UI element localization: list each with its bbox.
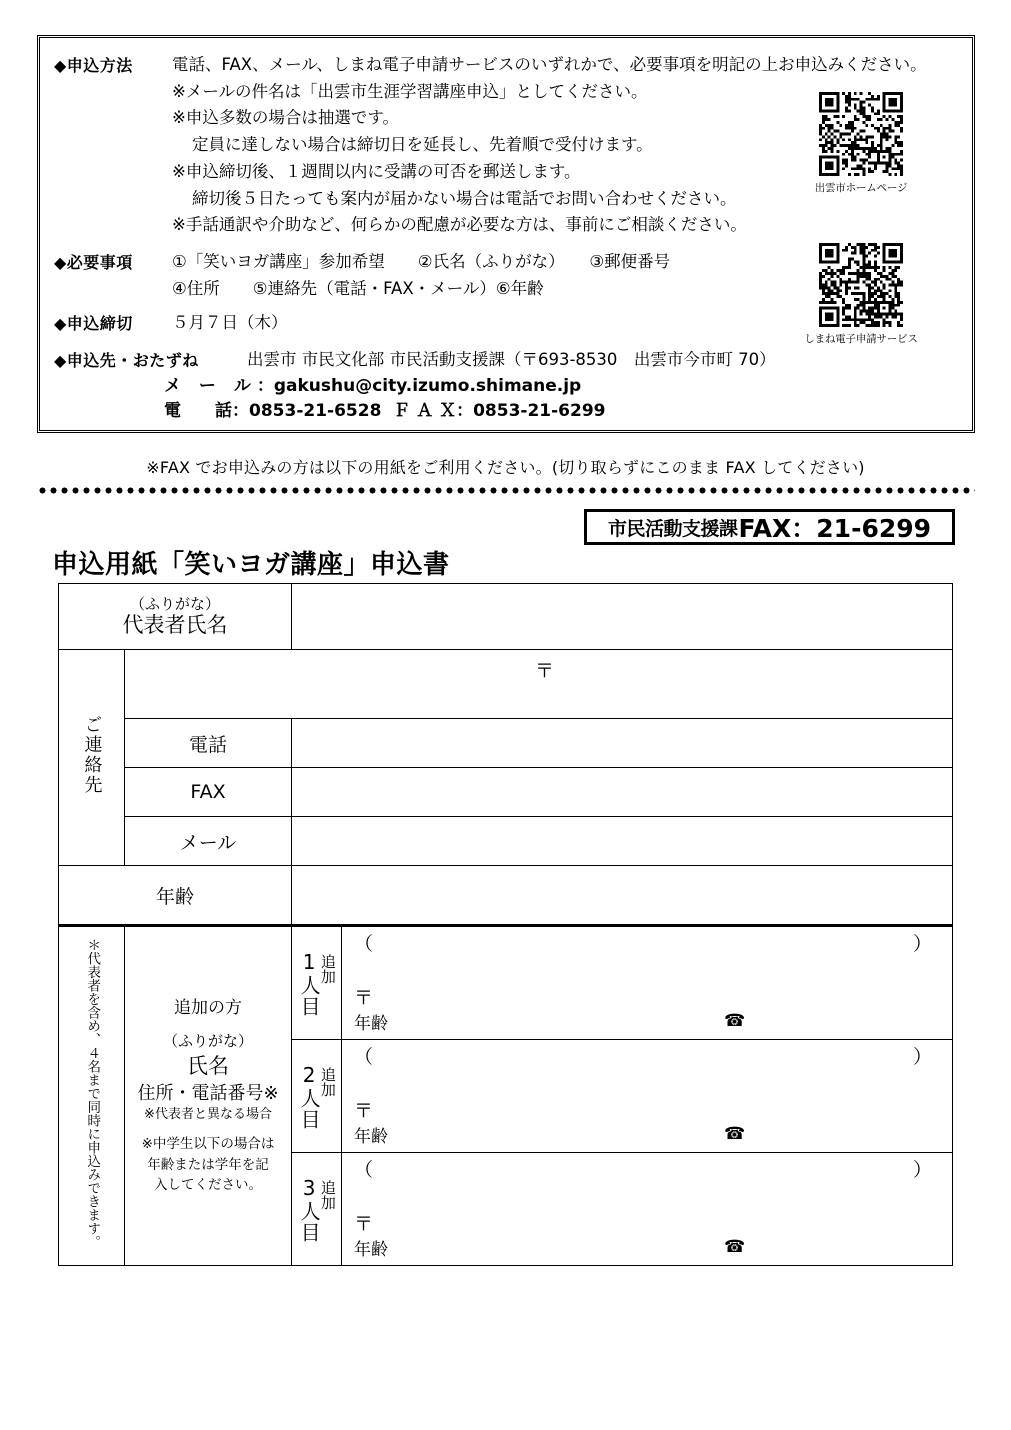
- additional-3-paren-right: ）: [913, 1159, 933, 1181]
- required-line-1: ①「笑いヨガ講座」参加希望 ②氏名（ふりがな） ③郵便番号: [172, 252, 671, 272]
- rep-name-furigana: （ふりがな）: [130, 594, 221, 613]
- fax-badge-dept: 市民活動支援課: [607, 517, 738, 540]
- additional-header-name: 氏名: [187, 1053, 229, 1078]
- additional-header-furigana: （ふりがな）: [163, 1031, 254, 1050]
- additional-header-cell: [125, 926, 292, 1266]
- zip-input-cell[interactable]: [125, 650, 953, 719]
- contact-tel-value: 0853-21-6528: [249, 400, 382, 421]
- additional-3-age-label: 年齢: [354, 1240, 389, 1260]
- deadline-value: ５月７日（木）: [172, 313, 288, 333]
- additional-3-entry-cell[interactable]: [342, 1153, 953, 1266]
- required-label: ◆必要事項: [54, 253, 133, 273]
- table-row-mail: [59, 817, 953, 866]
- contact-mail-value: gakushu@city.izumo.shimane.jp: [273, 375, 582, 396]
- additional-3-zip-symbol: 〒: [354, 1213, 374, 1235]
- qr-city-caption: 出雲市ホームページ: [814, 182, 908, 194]
- contact-mail-line: メ ー ル：gakushu@city.izumo.shimane.jp: [164, 375, 582, 396]
- contact-group-label-cell: [59, 650, 125, 866]
- method-line-3: ※申込多数の場合は抽選です。: [172, 108, 400, 128]
- deadline-label: ◆申込締切: [54, 314, 133, 334]
- method-line-2: ※メールの件名は「出雲市生涯学習講座申込」としてください。: [172, 81, 648, 101]
- zip-symbol: 〒: [535, 660, 555, 682]
- fax-label-cell: FAX: [125, 768, 292, 817]
- additional-2-index-cell: [292, 1040, 342, 1153]
- additional-1-age-label: 年齢: [354, 1014, 389, 1034]
- tel-input-cell[interactable]: [292, 719, 953, 768]
- cut-line-divider: [37, 487, 975, 494]
- additional-header-line1: 追加の方: [174, 997, 242, 1018]
- additional-1-paren-right: ）: [913, 933, 933, 955]
- table-row-rep-name: [59, 584, 953, 650]
- form-title: 申込用紙「笑いヨガ講座」申込書: [52, 550, 450, 580]
- additional-header-note2: ※中学生以下の場合は: [141, 1136, 275, 1153]
- additional-2-age-label: 年齢: [354, 1127, 389, 1147]
- additional-1-index: 1人目: [297, 949, 322, 1017]
- required-line-2: ④住所 ⑤連絡先（電話・FAX・メール）⑥年齢: [172, 278, 544, 298]
- additional-header-note3: 年齢または学年を記: [147, 1156, 269, 1173]
- additional-3-paren-left: （: [354, 1159, 374, 1181]
- rep-name-input-cell[interactable]: [292, 584, 953, 650]
- additional-3-prefix: 追加: [318, 1179, 337, 1210]
- table-row-fax: [59, 768, 953, 817]
- additional-header-note1: ※代表者と異なる場合: [144, 1107, 272, 1123]
- required-body: [172, 249, 670, 302]
- rep-name-label: 代表者氏名: [122, 613, 228, 638]
- additional-header-addr-tel: 住所・電話番号※: [137, 1083, 279, 1105]
- fax-badge-number: FAX：21-6299: [738, 514, 932, 543]
- additional-1-zip-symbol: 〒: [354, 987, 374, 1009]
- contact-fax-value: 0853-21-6299: [473, 400, 606, 421]
- additional-2-paren-left: （: [354, 1046, 374, 1068]
- additional-2-paren-right: ）: [913, 1046, 933, 1068]
- additional-side-note: ＊代表者を含め、４名まで同時に申込みできます。: [84, 938, 101, 1249]
- age-label-cell: 年齢: [59, 866, 292, 926]
- additional-1-entry-cell[interactable]: [342, 926, 953, 1040]
- method-line-4: 定員に達しない場合は締切日を延長し、先着順で受付けます。: [192, 135, 653, 155]
- table-row-tel: [59, 719, 953, 768]
- age-input-cell[interactable]: [292, 866, 953, 926]
- contact-group-label: ご連絡先: [81, 715, 103, 795]
- qr-code-city-website[interactable]: [786, 92, 936, 195]
- fax-instruction-note: ※FAX でお申込みの方は以下の用紙をご利用ください。(切り取らずにこのまま FAX してください): [146, 458, 865, 477]
- table-row-additional-1: [59, 926, 953, 1040]
- method-label: ◆申込方法: [54, 56, 133, 75]
- contact-label: ◆申込先・おたずね: [54, 351, 199, 371]
- rep-name-label-cell: [59, 584, 292, 650]
- additional-1-prefix: 追加: [318, 953, 337, 984]
- additional-3-index-cell: [292, 1153, 342, 1266]
- info-row-contact: [54, 347, 962, 374]
- additional-2-index: 2人目: [297, 1062, 322, 1130]
- fax-destination-badge: [584, 509, 955, 545]
- qr-shimane-caption: しまね電子申請サービス: [804, 333, 918, 345]
- table-row-zip: [59, 650, 953, 719]
- additional-3-index: 3人目: [297, 1175, 322, 1243]
- method-line-1: 電話、FAX、メール、しまね電子申請サービスのいずれかで、必要事項を明記の上お申込みください。: [172, 55, 927, 74]
- qr-code-image: [819, 92, 903, 176]
- additional-2-zip-symbol: 〒: [354, 1100, 374, 1122]
- additional-header-note4: 入してください。: [154, 1176, 262, 1193]
- additional-1-index-cell: [292, 926, 342, 1040]
- method-line-5: ※申込締切後、１週間以内に受講の可否を郵送します。: [172, 161, 581, 181]
- contact-tel-label: 電 話: [164, 400, 232, 421]
- phone-icon: ☎: [724, 1124, 746, 1144]
- additional-2-prefix: 追加: [318, 1066, 337, 1097]
- phone-icon: ☎: [724, 1011, 746, 1031]
- additional-1-paren-left: （: [354, 933, 374, 955]
- method-line-7: ※手話通訳や介助など、何らかの配慮が必要な方は、事前にご相談ください。: [172, 215, 747, 235]
- qr-code-shimane-eapplication[interactable]: [786, 243, 936, 346]
- qr-code-image: [819, 243, 903, 327]
- contact-office: 出雲市 市民文化部 市民活動支援課（〒693-8530 出雲市今市町 70）: [247, 350, 776, 370]
- additional-side-note-cell: [59, 926, 125, 1266]
- contact-fax-label: Ｆ Ａ Ｘ: [393, 400, 457, 421]
- application-form-table: [58, 583, 953, 1266]
- phone-icon: ☎: [724, 1237, 746, 1257]
- table-row-age: [59, 866, 953, 926]
- tel-label-cell: 電話: [125, 719, 292, 768]
- mail-input-cell[interactable]: [292, 817, 953, 866]
- method-line-6: 締切後５日たっても案内が届かない場合は電話でお問い合わせください。: [192, 188, 737, 208]
- contact-tel-fax-line: 電 話：0853-21-6528 Ｆ Ａ Ｘ：0853-21-6299: [164, 400, 606, 421]
- mail-label-cell: メール: [125, 817, 292, 866]
- additional-2-entry-cell[interactable]: [342, 1040, 953, 1153]
- fax-input-cell[interactable]: [292, 768, 953, 817]
- contact-mail-label: メ ー ル: [164, 375, 257, 396]
